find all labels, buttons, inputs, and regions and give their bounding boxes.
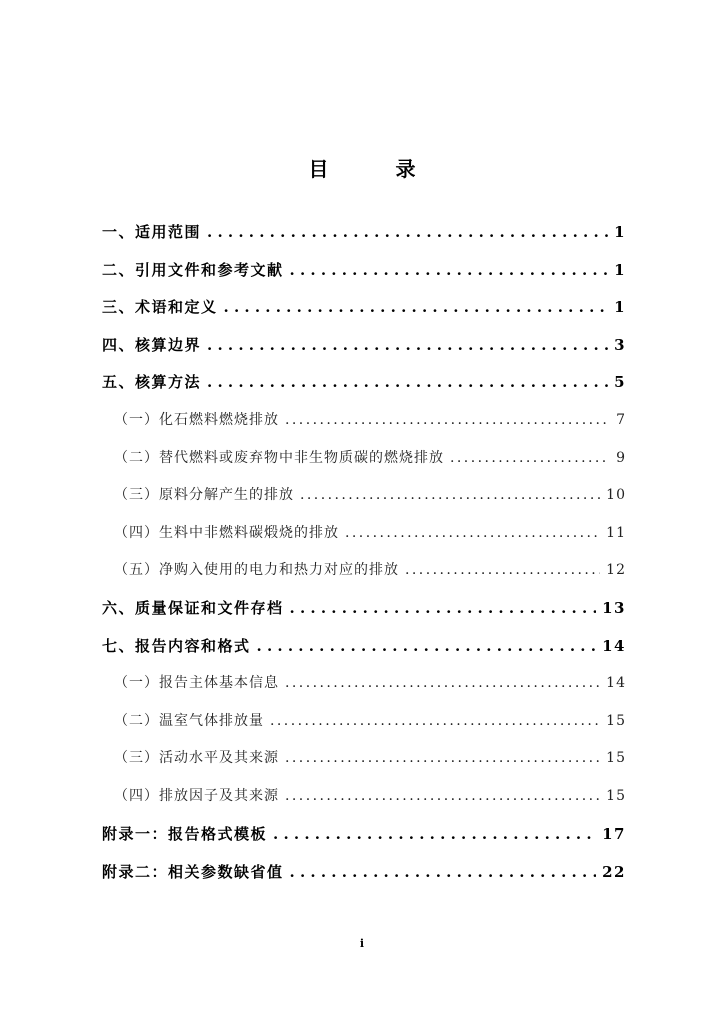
toc-subentry[interactable] (114, 409, 626, 433)
toc-entry[interactable] (102, 861, 626, 885)
toc-entry-label: （二）替代燃料或废弃物中非生物质碳的燃烧排放 (114, 450, 444, 466)
page-title: 目 录 (308, 157, 446, 181)
toc-entry[interactable] (102, 635, 626, 659)
toc-entry-label: 二、引用文件和参考文献 (102, 261, 284, 279)
toc-entry[interactable] (102, 259, 626, 283)
dot-leader (405, 562, 600, 578)
dot-leader (207, 223, 608, 241)
toc-entry-label: 附录一：报告格式模板 (102, 825, 268, 843)
dot-leader (273, 825, 596, 843)
toc-subentry[interactable] (114, 559, 626, 583)
dot-leader (207, 373, 608, 391)
toc-entry-page: 10 (606, 487, 626, 503)
toc-entry-page: 14 (606, 675, 626, 691)
dot-leader (257, 637, 597, 655)
toc-subentry[interactable] (114, 522, 626, 546)
toc-entry[interactable] (102, 823, 626, 847)
toc-entry-label: （一）报告主体基本信息 (114, 675, 279, 691)
toc-entry-label: （二）温室气体排放量 (114, 713, 264, 729)
toc-entry-page: 12 (606, 562, 626, 578)
dot-leader (285, 675, 600, 691)
page-number: i (359, 937, 365, 950)
toc-entry-label: 四、核算边界 (102, 336, 202, 354)
toc-entry-label: 一、适用范围 (102, 223, 202, 241)
toc-entry-label: （一）化石燃料燃烧排放 (114, 412, 279, 428)
toc-entry-page: 1 (614, 261, 626, 279)
toc-entry-page: 15 (606, 788, 626, 804)
toc-entry-page: 5 (614, 373, 626, 391)
toc-subentry[interactable] (114, 447, 626, 471)
toc-entry-page: 15 (606, 750, 626, 766)
toc-entry-label: （三）活动水平及其来源 (114, 750, 279, 766)
toc-entry-page: 1 (614, 223, 626, 241)
toc-entry-page: 13 (602, 599, 626, 617)
toc-entry-page: 15 (606, 713, 626, 729)
toc-entry-label: 三、术语和定义 (102, 298, 218, 316)
toc-entry-page: 11 (606, 525, 626, 541)
dot-leader (450, 450, 610, 466)
toc-entry-label: 七、报告内容和格式 (102, 637, 251, 655)
toc-entry-page: 22 (602, 863, 626, 881)
toc-entry[interactable] (102, 221, 626, 245)
dot-leader (290, 863, 597, 881)
toc-subentry[interactable] (114, 747, 626, 771)
dot-leader (270, 713, 600, 729)
toc-entry[interactable] (102, 597, 626, 621)
toc-subentry[interactable] (114, 672, 626, 696)
toc-subentry[interactable] (114, 710, 626, 734)
dot-leader (285, 412, 610, 428)
toc-entry-page: 14 (602, 637, 626, 655)
toc-entry-label: （三）原料分解产生的排放 (114, 487, 294, 503)
dot-leader (300, 487, 600, 503)
dot-leader (285, 750, 600, 766)
dot-leader (224, 298, 609, 316)
toc-entry[interactable] (102, 334, 626, 358)
toc-entry-label: 六、质量保证和文件存档 (102, 599, 284, 617)
toc-entry[interactable] (102, 371, 626, 395)
toc-entry-page: 3 (614, 336, 626, 354)
toc-entry-label: 五、核算方法 (102, 373, 202, 391)
toc-entry-page: 1 (614, 298, 626, 316)
dot-leader (290, 599, 597, 617)
toc-entry-page: 7 (616, 412, 626, 428)
toc-subentry[interactable] (114, 785, 626, 809)
dot-leader (345, 525, 600, 541)
dot-leader (290, 261, 609, 279)
dot-leader (207, 336, 608, 354)
dot-leader (285, 788, 600, 804)
toc-entry-label: 附录二：相关参数缺省值 (102, 863, 284, 881)
toc-entry-label: （五）净购入使用的电力和热力对应的排放 (114, 562, 399, 578)
toc-entry[interactable] (102, 296, 626, 320)
toc-entry-label: （四）生料中非燃料碳煅烧的排放 (114, 525, 339, 541)
toc-entry-label: （四）排放因子及其来源 (114, 788, 279, 804)
toc-subentry[interactable] (114, 484, 626, 508)
toc-entry-page: 17 (602, 825, 626, 843)
toc-entry-page: 9 (616, 450, 626, 466)
